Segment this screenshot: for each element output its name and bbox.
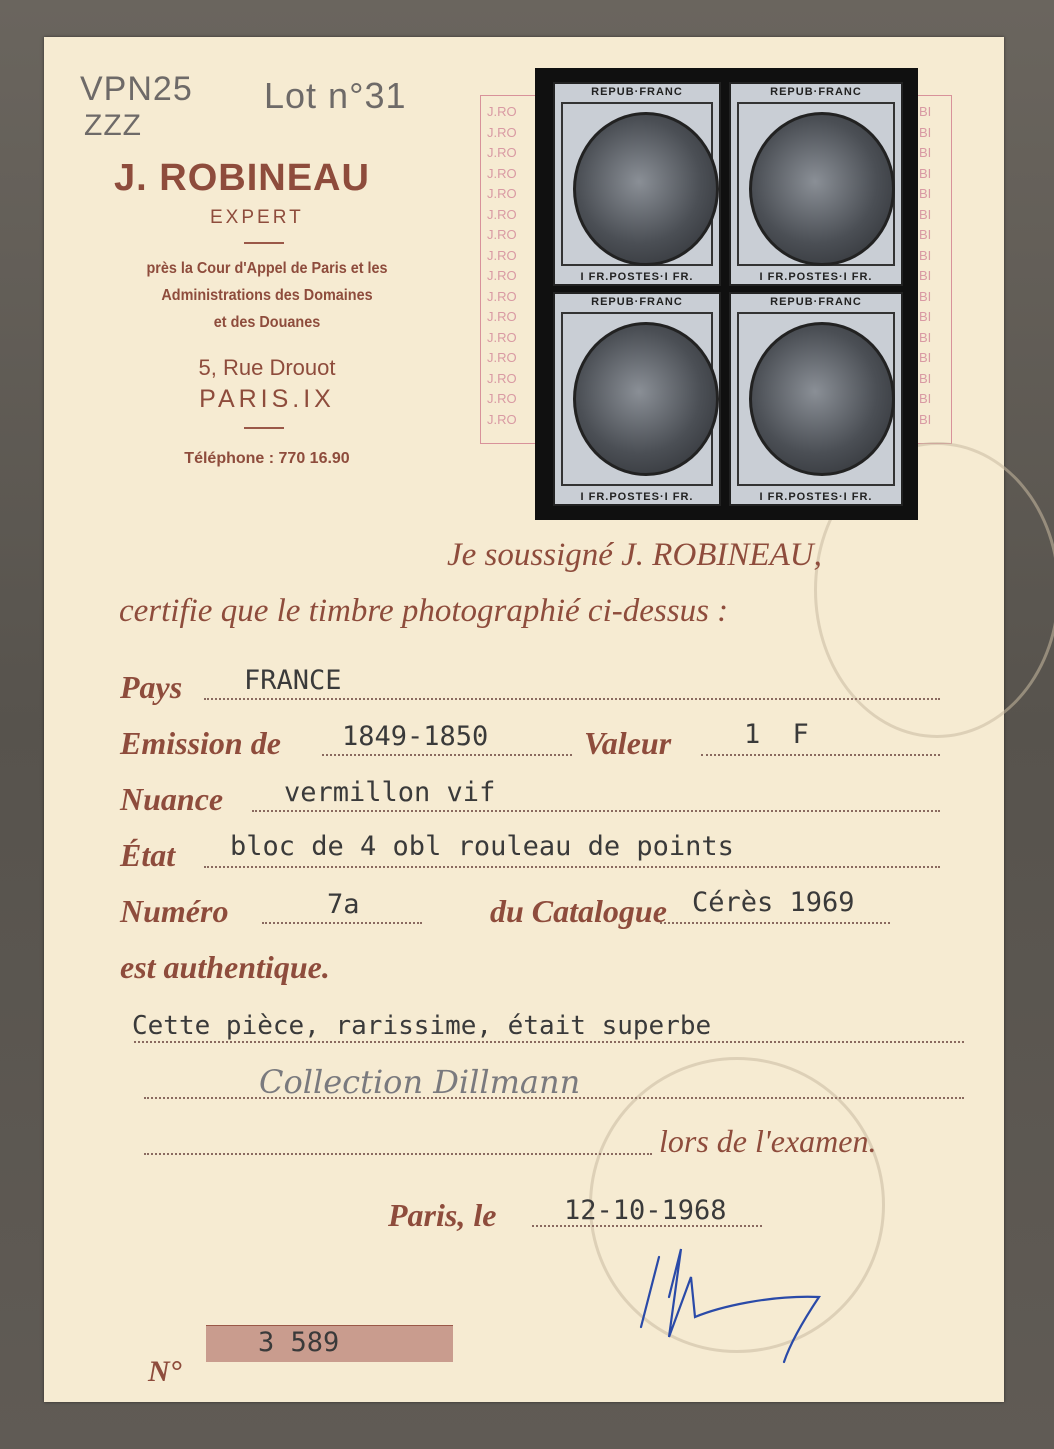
red-stamp-text: J.RO — [487, 227, 517, 242]
intro-line-1: Je soussigné J. ROBINEAU, — [447, 537, 822, 573]
etat-label: État — [120, 837, 176, 873]
desc-line-2: Administrations des Domaines — [161, 287, 373, 304]
stamp-bottom-text: I FR.POSTES·I FR. — [580, 491, 694, 503]
pencil-lot: Lot n°31 — [264, 75, 407, 116]
stamp-bottom-text: I FR.POSTES·I FR. — [580, 271, 694, 283]
date-value: 12-10-1968 — [564, 1195, 727, 1226]
red-stamp-column-left — [487, 102, 517, 430]
red-stamp-text: J.RO — [487, 124, 517, 140]
pencil-code: VPN25 — [80, 70, 193, 108]
red-stamp-text: BI — [919, 124, 932, 140]
red-stamp-text: J.RO — [487, 370, 517, 386]
red-stamp-text: J.RO — [487, 104, 517, 119]
red-stamp-text: BI — [919, 104, 932, 119]
numero-label: Numéro — [120, 893, 229, 929]
red-stamp-text: J.RO — [487, 247, 517, 263]
address-city: PARIS.IX — [199, 385, 335, 413]
red-stamp-text: BI — [919, 268, 932, 283]
stamp-top-right — [729, 82, 903, 286]
pays-dots — [204, 698, 940, 700]
intro-line-2: certifie que le timbre photographié ci-dessus : — [119, 593, 729, 629]
red-stamp-text: BI — [919, 411, 932, 427]
nuance-label: Nuance — [120, 781, 224, 817]
emission-dots — [322, 754, 572, 756]
stamp-top-text: REPUB·FRANC — [770, 296, 862, 308]
red-stamp-text: J.RO — [487, 411, 517, 427]
red-stamp-column-right — [919, 102, 931, 430]
stamp-photo — [535, 68, 918, 520]
red-stamp-text: J.RO — [487, 206, 517, 222]
etat-value: bloc de 4 obl rouleau de points — [230, 831, 734, 862]
nuance-dots — [252, 810, 940, 812]
address-street: 5, Rue Drouot — [198, 355, 336, 380]
ceres-head — [573, 112, 719, 266]
red-stamp-text: J.RO — [487, 288, 517, 304]
red-stamp-text: J.RO — [487, 329, 517, 345]
number-value: 3 589 — [258, 1327, 340, 1358]
telephone: Téléphone : 770 16.90 — [184, 450, 350, 467]
red-stamp-text: BI — [919, 145, 932, 160]
remark-line-2-handwritten: Collection Dillmann — [259, 1063, 581, 1101]
catalogue-label: du Catalogue — [490, 893, 667, 929]
red-stamp-text: BI — [919, 329, 932, 345]
expert-title: EXPERT — [210, 207, 304, 228]
header-divider — [244, 242, 284, 244]
red-stamp-text: BI — [919, 186, 932, 201]
emission-value: 1849-1850 — [342, 721, 489, 752]
red-stamp-text: BI — [919, 165, 932, 181]
stamp-bottom-text: I FR.POSTES·I FR. — [759, 271, 873, 283]
red-stamp-text: J.RO — [487, 268, 517, 283]
authentic-text: est authentique. — [120, 949, 330, 985]
red-stamp-text: J.RO — [487, 350, 517, 365]
red-stamp-text: BI — [919, 288, 932, 304]
stamp-top-text: REPUB·FRANC — [591, 86, 683, 98]
valeur-dots — [701, 754, 940, 756]
red-stamp-text: BI — [919, 370, 932, 386]
closing-text: lors de l'examen. — [659, 1123, 877, 1159]
red-stamp-text: BI — [919, 227, 932, 242]
ceres-head — [749, 112, 895, 266]
pays-label: Pays — [120, 669, 183, 705]
expert-name: J. ROBINEAU — [114, 157, 370, 199]
remark-dots-3 — [144, 1153, 652, 1155]
stamp-top-left — [553, 82, 721, 286]
desc-line-1: près la Cour d'Appel de Paris et les — [146, 260, 388, 277]
red-stamp-text: J.RO — [487, 145, 517, 160]
pays-value: FRANCE — [244, 665, 342, 696]
nuance-value: vermillon vif — [284, 777, 496, 808]
ceres-head — [573, 322, 719, 476]
remark-dots-1 — [134, 1041, 964, 1043]
red-stamp-text: BI — [919, 247, 932, 263]
red-stamp-text: BI — [919, 391, 932, 406]
stamp-top-text: REPUB·FRANC — [770, 86, 862, 98]
valeur-value: 1 F — [744, 719, 817, 750]
catalogue-dots — [660, 922, 890, 924]
expert-description — [119, 255, 416, 336]
pencil-code-2: ZZZ — [84, 109, 142, 142]
red-stamp-text: J.RO — [487, 186, 517, 201]
signature — [629, 1237, 829, 1377]
emission-label: Emission de — [120, 725, 281, 761]
red-stamp-text: BI — [919, 309, 932, 324]
numero-dots — [262, 922, 422, 924]
ceres-head — [749, 322, 895, 476]
red-stamp-text: BI — [919, 206, 932, 222]
valeur-label: Valeur — [584, 725, 672, 761]
etat-dots — [204, 866, 940, 868]
catalogue-value: Cérès 1969 — [692, 887, 855, 918]
certificate-card — [44, 37, 1004, 1402]
red-stamp-text: J.RO — [487, 309, 517, 324]
stamp-bottom-text: I FR.POSTES·I FR. — [759, 491, 873, 503]
red-stamp-text: J.RO — [487, 165, 517, 181]
stamp-bottom-right — [729, 292, 903, 506]
stamp-bottom-left — [553, 292, 721, 506]
header-divider-2 — [244, 427, 284, 429]
numero-value: 7a — [327, 889, 360, 920]
desc-line-3: et des Douanes — [213, 314, 321, 331]
red-stamp-text: BI — [919, 350, 932, 365]
remark-line-1: Cette pièce, rarissime, était superbe — [132, 1011, 712, 1041]
number-label: N° — [148, 1355, 182, 1388]
place-label: Paris, le — [388, 1197, 497, 1233]
stamp-top-text: REPUB·FRANC — [591, 296, 683, 308]
red-stamp-text: J.RO — [487, 391, 517, 406]
